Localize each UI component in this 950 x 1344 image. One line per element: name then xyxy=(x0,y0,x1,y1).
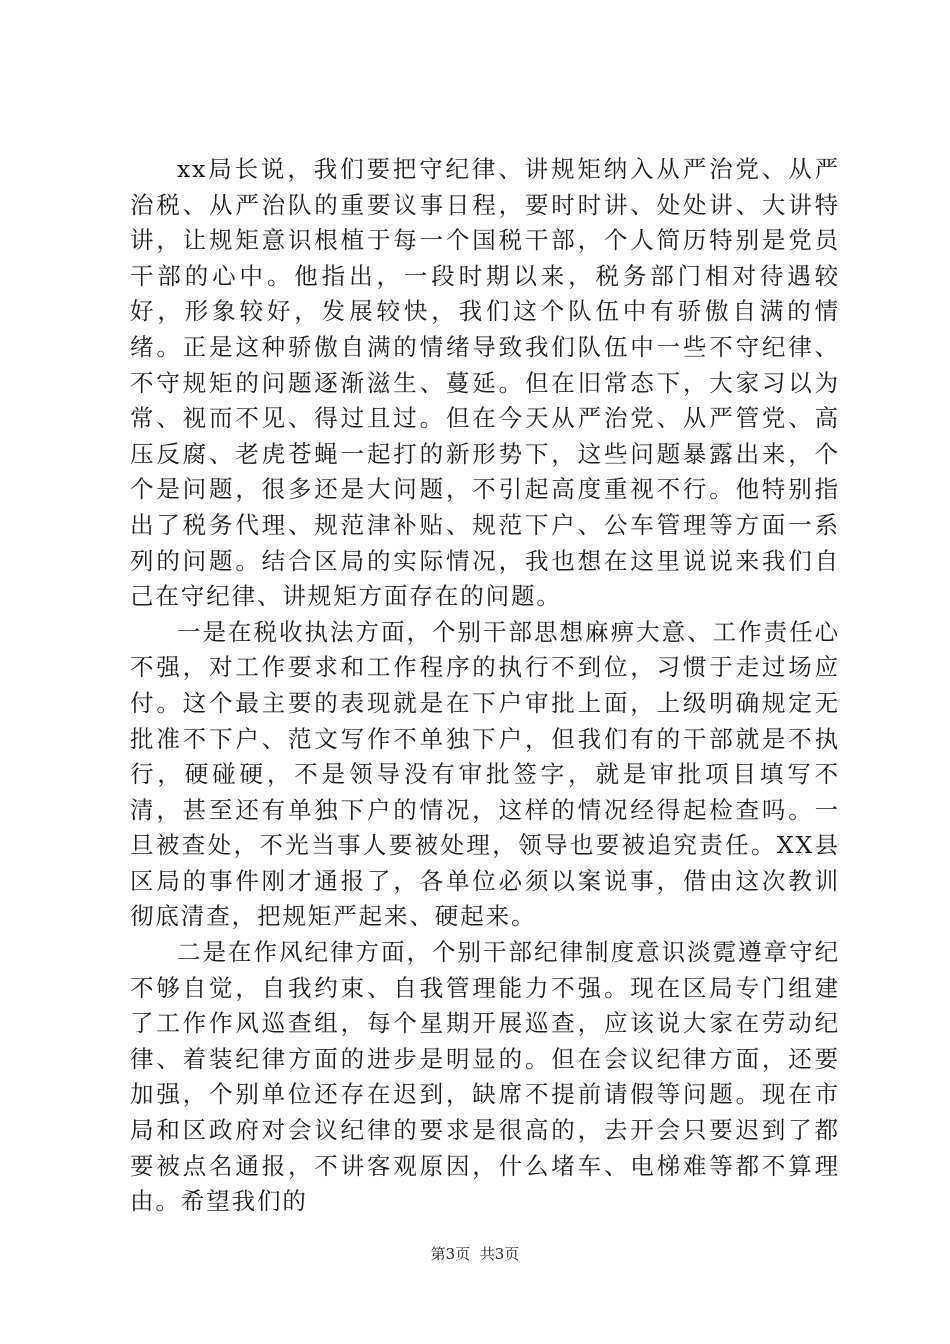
document-body xyxy=(130,152,840,1220)
page-number-total: 共3页 xyxy=(479,1245,520,1263)
footer-separator xyxy=(470,1245,480,1263)
paragraph-1: xx局长说，我们要把守纪律、讲规矩纳入从严治党、从严治税、从严治队的重要议事日程，要时时讲、处处讲、大讲特讲，让规矩意识根植于每一个国税干部，个人简历特别是党员干部的心中。他指出，一段时期以来，税务部门相对待遇较好，形象较好，发展较快，我们这个队伍中有骄傲自满的情绪。正是这种骄傲自满的情绪导致我们队伍中一些不守纪律、不守规矩的问题逐渐滋生、蔓延。但在旧常态下，大家习以为常、视而不见、得过且过。但在今天从严治党、从严管党、高压反腐、老虎苍蝇一起打的新形势下，这些问题暴露出来，个个是问题，很多还是大问题，不引起高度重视不行。他特别指出了税务代理、规范津补贴、规范下户、公车管理等方面一系列的问题。结合区局的实际情况，我也想在这里说说来我们自己在守纪律、讲规矩方面存在的问题。 xyxy=(130,155,840,611)
page-number-current: 第3页 xyxy=(430,1245,471,1263)
paragraph-3: 二是在作风纪律方面，个别干部纪律制度意识淡霓遵章守纪不够自觉，自我约束、自我管理能力不强。现在区局专门组建了工作作风巡查组，每个星期开展巡查，应该说大家在劳动纪律、着装纪律方面的进步是明显的。但在会议纪律方面，还要加强，个别单位还存在迟到，缺席不提前请假等问题。现在市局和区政府对会议纪律的要求是很高的，去开会只要迟到了都要被点名通报，不讲客观原因，什么堵车、电梯难等都不算理由。希望我们的 xyxy=(130,938,840,1216)
paragraph-2: 一是在税收执法方面，个别干部思想麻痹大意、工作责任心不强，对工作要求和工作程序的执行不到位，习惯于走过场应付。这个最主要的表现就是在下户审批上面，上级明确规定无批准不下户、范文写作不单独下户，但我们有的干部就是不执行，硬碰硬，不是领导没有审批签字，就是审批项目填写不清，甚至还有单独下户的情况，这样的情况经得起检查吗。一旦被查处，不光当事人要被处理，领导也要被追究责任。XX县区局的事件刚才通报了，各单位必须以案说事，借由这次教训彻底清查，把规矩严起来、硬起来。 xyxy=(130,617,840,931)
page-footer xyxy=(0,1244,950,1264)
